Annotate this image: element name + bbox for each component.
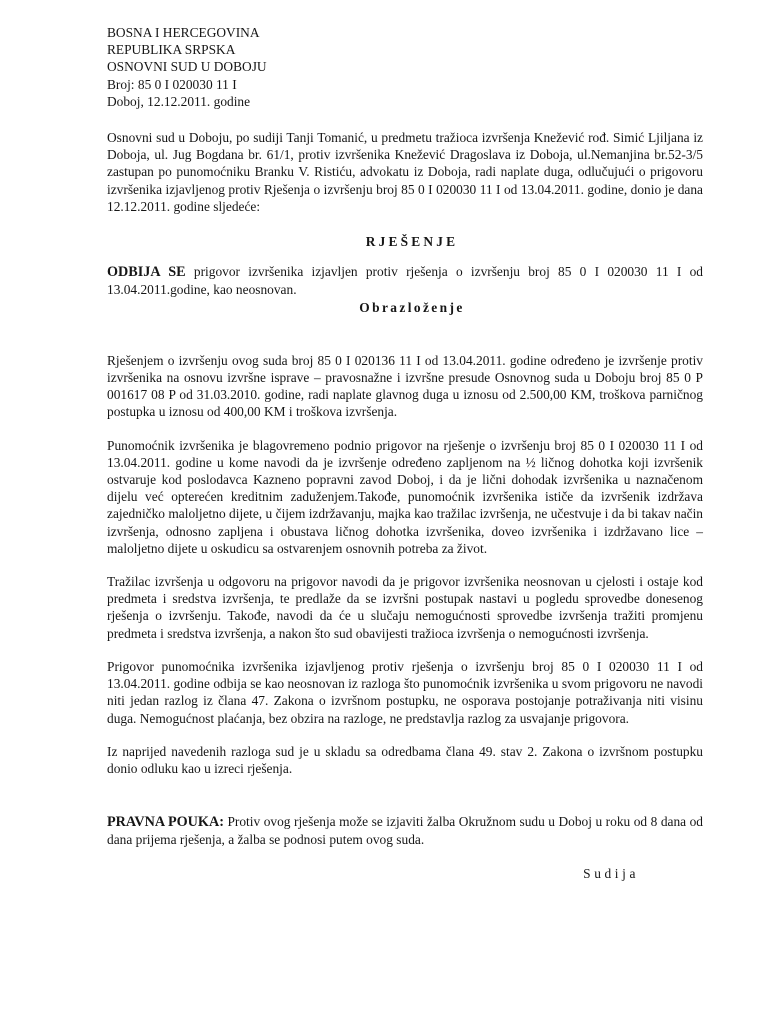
- header-entity: REPUBLIKA SRPSKA: [107, 42, 236, 58]
- legal-notice-lead: PRAVNA POUKA:: [107, 814, 224, 831]
- intro-paragraph: Osnovni sud u Doboju, po sudiji Tanji Tomanić, u predmetu tražioca izvršenja Knežević rođ. Simić Ljiljana iz Doboja, ul. Jug Bogdana br. 61/1, protiv izvršenika Knežević Dragoslava iz Doboja, ul.Nemanjina br.52-3/5 zastupan po punomoćniku Branku V. Ristiću, advokatu iz Doboja, radi naplate duga, odlučujući o prigovoru izvršenika izjavljenog protiv Rješenja o izvršenju broj 85 0 I 020030 11 I od 13.04.2011. godine, donio je dana 12.12.2011. godine sljedeće:: [107, 130, 703, 214]
- document-header: [107, 24, 703, 110]
- ruling-paragraph: [107, 263, 703, 298]
- reasoning-paragraph-1: Rješenjem o izvršenju ovog suda broj 85 0 I 020136 11 I od 13.04.2011. godine određeno je izvršenje protiv izvršenika na osnovu izvršne isprave – pravosnažne i izvršne presude Osnovnog suda u Doboju broj 85 0 P 001617 08 P od 31.03.2010. godine, radi naplate glavnog duga u iznosu od 2.500,00 KM, troškova parničnog postupka u iznosu od 400,00 KM i troškova izvršenja.: [107, 352, 703, 420]
- reasoning-paragraph-4: Prigovor punomoćnika izvršenika izjavljenog protiv rješenja o izvršenju broj 85 0 I 020030 11 I od 13.04.2011. godine odbija se kao neosnovan iz razloga što punomoćnik izvršenika u svom prigovoru ne navodi niti jedan razlog iz člana 47. Zakona o izvršnom postupku, ne osporava postojanje potraživanja niti visinu duga. Nemogućnost plaćanja, bez obzira na razloge, ne predstavlja razlog za usvajanje prigovora.: [107, 658, 703, 726]
- header-place-date: Doboj, 12.12.2011. godine: [107, 93, 251, 109]
- legal-notice-paragraph: [107, 813, 703, 848]
- reasoning-title: Obrazloženje: [359, 299, 465, 315]
- ruling-text: prigovor izvršenika izjavljen protiv rješenja o izvršenju broj 85 0 I 020030 11 I od 13.04.2011.godine, kao neosnovan.: [107, 264, 703, 298]
- legal-notice-text: Protiv ovog rješenja može se izjaviti žalba Okružnom sudu u Doboj u roku od 8 dana od dana prijema rješenja, a žalba se podnosi putem ovog suda.: [107, 814, 703, 848]
- judge-signature-label: Sudija: [583, 865, 639, 881]
- ruling-lead: ODBIJA SE: [107, 264, 186, 281]
- header-case-number: Broj: 85 0 I 020030 11 I: [107, 76, 237, 92]
- reasoning-paragraph-2: Punomoćnik izvršenika je blagovremeno podnio prigovor na rješenje o izvršenju broj 85 0 I 020030 11 I od 13.04.2011. godine u kome navodi da je izvršenje određeno zapljenom na ½ ličnog dohotka koji izvršenik ostvaruje kod poslodavca Kazneno popravni zavod Doboj, i da je lični dohodak izvršenika u naznačenom dijelu već opterećen kreditnim zaduženjem.Takođe, punomoćnik izvršenika ističe da izvršenik izdržava zajedničko maloljetno dijete, u čijem izdržavanju, majka kao tražilac izvršenja, ne učestvuje i da bi takav način izvršenja, odnosno zapljena i obustava ličnog dohotka izvršenika, doveo izvršenika i izdržavano lice – maloljetno dijete u oskudicu sa ostvarenjem osnovnih potreba za život.: [107, 437, 703, 556]
- reasoning-paragraph-5: Iz naprijed navedenih razloga sud je u skladu sa odredbama člana 49. stav 2. Zakona o izvršnom postupku donio odluku kao u izreci rješenja.: [107, 743, 703, 776]
- header-country: BOSNA I HERCEGOVINA: [107, 25, 260, 40]
- decision-title: RJEŠENJE: [365, 234, 459, 250]
- court-decision-document: [107, 24, 703, 882]
- header-court: OSNOVNI SUD U DOBOJU: [107, 59, 267, 75]
- reasoning-paragraph-3: Tražilac izvršenja u odgovoru na prigovor navodi da je prigovor izvršenika neosnovan u cjelosti i ostaje kod predmeta i sredstva izvršenja, te predlaže da se izvršni postupak nastavi u pogledu sprovedbe donesenog rješenja o izvršenju. Takođe, navodi da će u slučaju nemogućnosti sprovedbe izvršenja tražiti promjenu predmeta i sredstva izvršenja, a nakon što sud obavijesti tražioca izvršenja o nemogućnosti izvršenja.: [107, 574, 703, 641]
